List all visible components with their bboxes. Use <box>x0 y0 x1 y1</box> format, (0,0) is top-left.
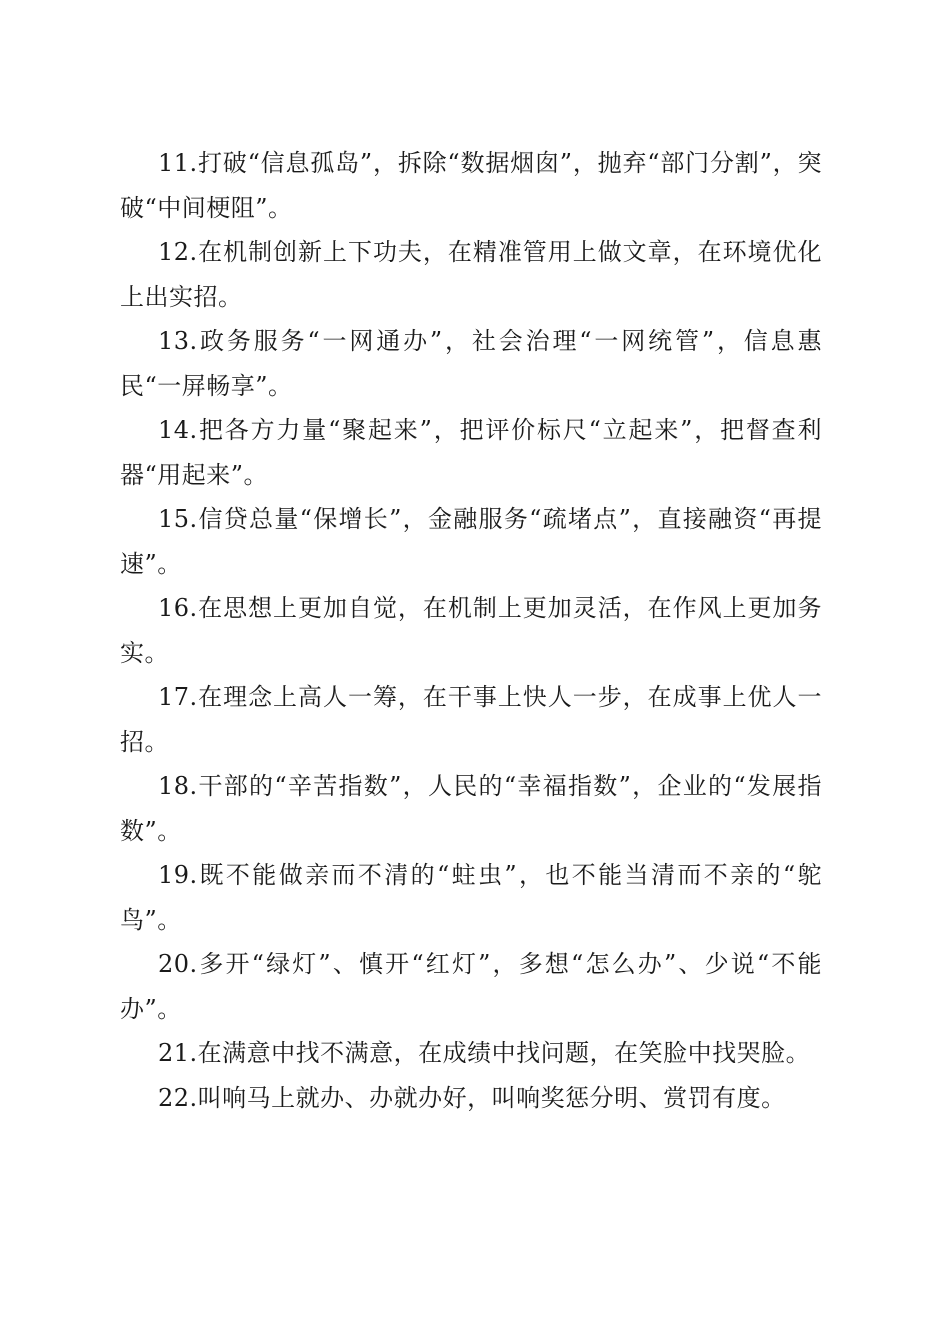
document-body <box>120 141 822 1120</box>
paragraph-13: 13.政务服务“一网通办”，社会治理“一网统管”，信息惠民“一屏畅享”。 <box>120 327 822 400</box>
paragraph-12: 12.在机制创新上下功夫，在精准管用上做文章，在环境优化上出实招。 <box>120 238 822 311</box>
paragraph-14: 14.把各方力量“聚起来”，把评价标尺“立起来”，把督查利器“用起来”。 <box>120 416 822 489</box>
paragraph-18: 18.干部的“辛苦指数”，人民的“幸福指数”，企业的“发展指数”。 <box>120 772 822 845</box>
paragraph-21: 21.在满意中找不满意，在成绩中找问题，在笑脸中找哭脸。 <box>158 1039 811 1067</box>
paragraph-15: 15.信贷总量“保增长”，金融服务“疏堵点”，直接融资“再提速”。 <box>120 505 822 578</box>
paragraph-22: 22.叫响马上就办、办就办好，叫响奖惩分明、赏罚有度。 <box>158 1083 786 1112</box>
paragraph-17: 17.在理念上高人一筹，在干事上快人一步，在成事上优人一招。 <box>120 683 822 756</box>
paragraph-11: 11.打破“信息孤岛”，拆除“数据烟囱”，抛弃“部门分割”，突破“中间梗阻”。 <box>120 149 822 222</box>
paragraph-16: 16.在思想上更加自觉，在机制上更加灵活，在作风上更加务实。 <box>120 594 822 667</box>
paragraph-20: 20.多开“绿灯”、慎开“红灯”，多想“怎么办”、少说“不能办”。 <box>120 950 822 1023</box>
paragraph-19: 19.既不能做亲而不清的“蛀虫”，也不能当清而不亲的“鸵鸟”。 <box>120 861 822 934</box>
